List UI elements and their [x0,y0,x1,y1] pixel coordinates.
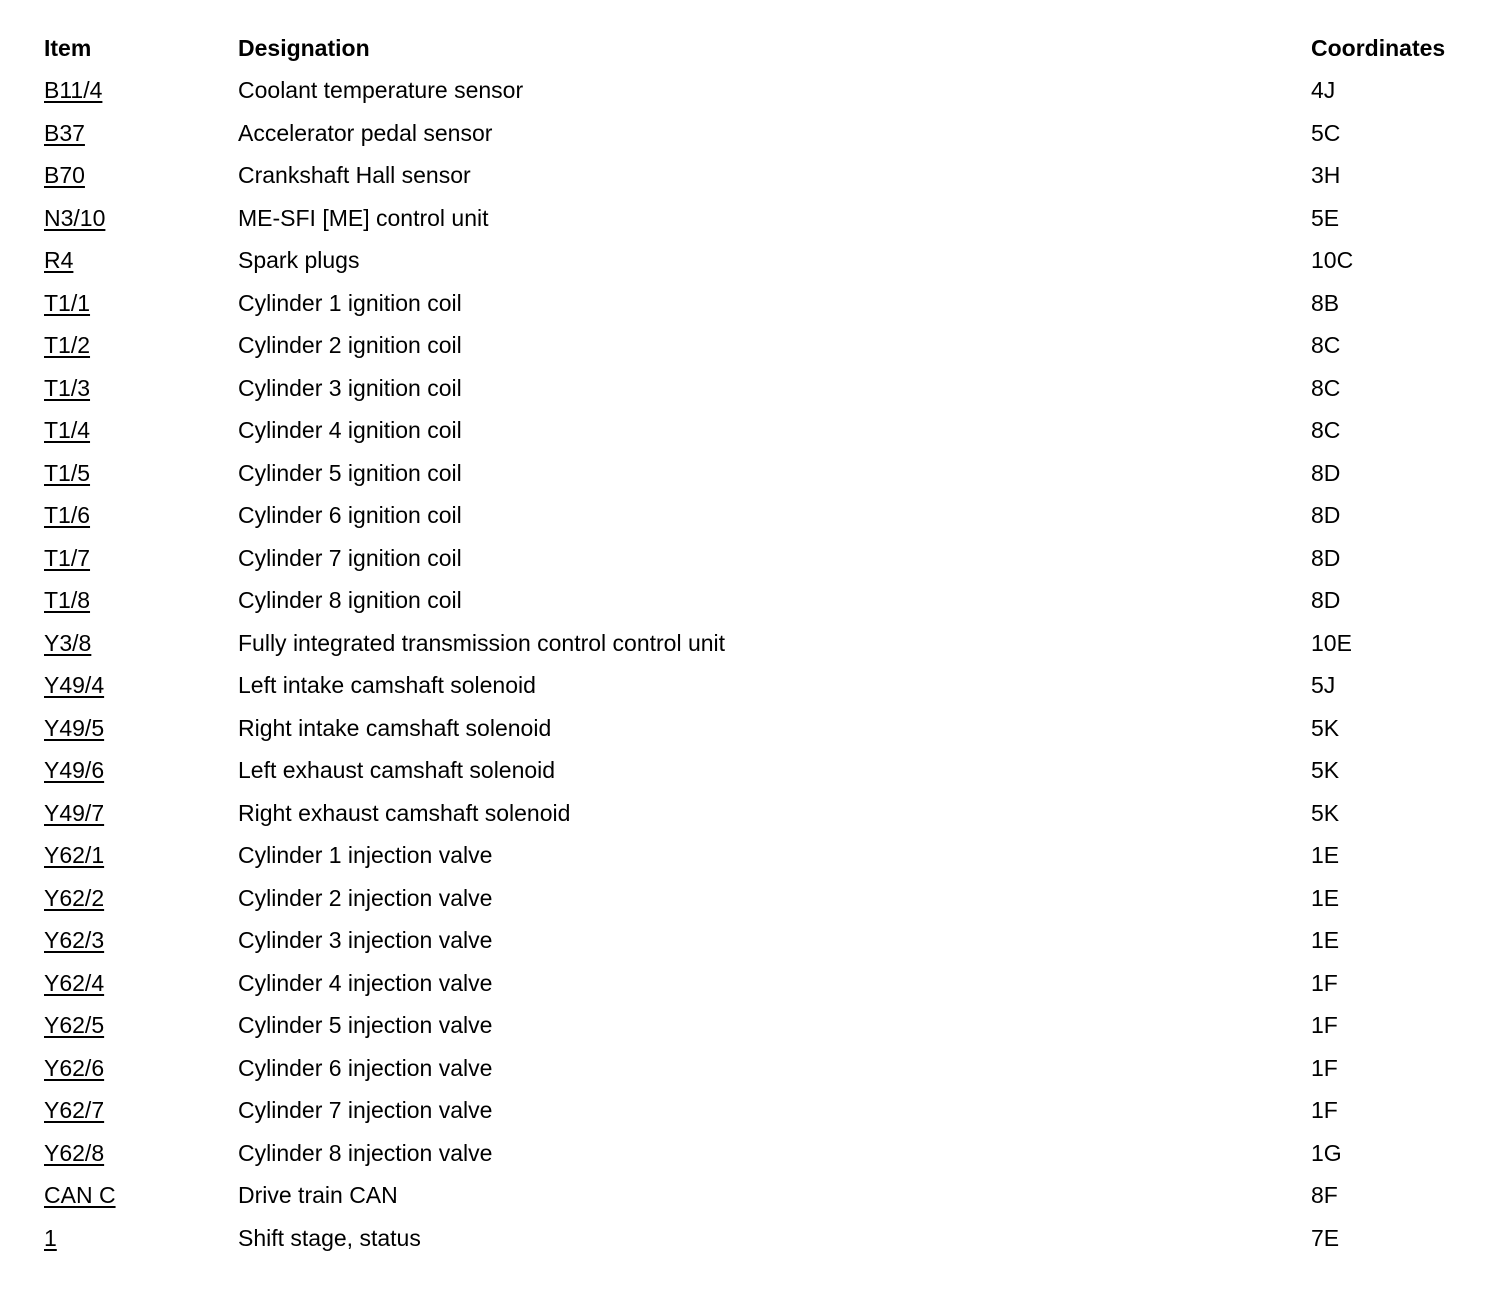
legend-table [44,27,1494,1260]
coordinates-cell: 1F [1311,1097,1338,1124]
item-cell [44,240,238,283]
table-row [44,580,1494,623]
table-row [44,835,1494,878]
header-row [44,27,1494,70]
item-link[interactable]: T1/4 [44,417,91,444]
item-link[interactable]: 1 [44,1224,57,1251]
designation-cell: Cylinder 2 ignition coil [238,332,462,359]
designation-cell: Cylinder 6 injection valve [238,1054,493,1081]
coordinates-cell: 5E [1311,204,1340,231]
designation-cell: Cylinder 4 injection valve [238,969,493,996]
item-cell [44,112,238,155]
coordinates-cell: 5K [1311,757,1340,784]
item-cell [44,580,238,623]
coordinates-cell: 10E [1311,629,1352,656]
coordinates-cell: 8D [1311,459,1341,486]
item-link[interactable]: Y62/3 [44,927,105,954]
item-cell [44,920,238,963]
designation-cell: Left exhaust camshaft solenoid [238,757,556,784]
designation-cell: Crankshaft Hall sensor [238,162,471,189]
designation-cell: Cylinder 8 injection valve [238,1139,493,1166]
designation-cell: Right intake camshaft solenoid [238,714,552,741]
item-link[interactable]: Y62/2 [44,884,105,911]
item-cell [44,1217,238,1260]
designation-cell: Left intake camshaft solenoid [238,672,536,699]
item-cell [44,707,238,750]
table-row [44,537,1494,580]
coordinates-cell: 5K [1311,714,1340,741]
designation-cell: Cylinder 6 ignition coil [238,502,462,529]
table-row [44,1047,1494,1090]
coordinates-cell: 8C [1311,417,1341,444]
item-cell [44,410,238,453]
coordinates-column-header: Coordinates [1311,34,1446,61]
coordinates-cell: 1F [1311,1054,1338,1081]
designation-cell: Cylinder 1 ignition coil [238,289,462,316]
item-cell [44,197,238,240]
item-cell [44,962,238,1005]
coordinates-cell: 8F [1311,1182,1338,1209]
item-cell [44,1132,238,1175]
table-row [44,70,1494,113]
item-link[interactable]: T1/3 [44,374,91,401]
item-link[interactable]: B37 [44,119,85,146]
item-link[interactable]: T1/1 [44,289,91,316]
coordinates-cell: 5K [1311,799,1340,826]
item-link[interactable]: Y62/6 [44,1054,105,1081]
legend-body [44,70,1494,1260]
item-link[interactable]: CAN C [44,1182,116,1209]
designation-cell: ME-SFI [ME] control unit [238,204,489,231]
coordinates-cell: 5J [1311,672,1336,699]
item-cell [44,155,238,198]
item-link[interactable]: T1/6 [44,502,91,529]
item-link[interactable]: Y49/6 [44,757,105,784]
item-cell [44,70,238,113]
item-link[interactable]: T1/7 [44,544,91,571]
item-cell [44,325,238,368]
item-link[interactable]: N3/10 [44,204,106,231]
designation-cell: Coolant temperature sensor [238,77,524,104]
table-row [44,155,1494,198]
item-link[interactable]: Y62/5 [44,1012,105,1039]
table-row [44,452,1494,495]
item-link[interactable]: Y49/4 [44,672,105,699]
designation-cell: Shift stage, status [238,1224,421,1251]
designation-column-header: Designation [238,34,370,61]
item-cell [44,877,238,920]
table-row [44,665,1494,708]
table-row [44,495,1494,538]
designation-cell: Right exhaust camshaft solenoid [238,799,571,826]
item-cell [44,537,238,580]
coordinates-cell: 7E [1311,1224,1340,1251]
designation-cell: Drive train CAN [238,1182,398,1209]
table-row [44,240,1494,283]
item-cell [44,282,238,325]
item-cell [44,1005,238,1048]
item-cell [44,622,238,665]
table-row [44,1132,1494,1175]
designation-cell: Cylinder 5 ignition coil [238,459,462,486]
designation-cell: Cylinder 8 ignition coil [238,587,462,614]
coordinates-cell: 8D [1311,544,1341,571]
item-cell [44,495,238,538]
designation-cell: Fully integrated transmission control control unit [238,629,726,656]
item-link[interactable]: T1/8 [44,587,91,614]
item-link[interactable]: Y62/1 [44,842,105,869]
designation-cell: Cylinder 2 injection valve [238,884,493,911]
item-link[interactable]: Y62/7 [44,1097,105,1124]
item-link[interactable]: B11/4 [44,77,103,104]
table-row [44,112,1494,155]
designation-cell: Cylinder 5 injection valve [238,1012,493,1039]
table-row [44,197,1494,240]
table-row [44,1175,1494,1218]
table-row [44,962,1494,1005]
table-row [44,792,1494,835]
table-row [44,367,1494,410]
coordinates-cell: 8C [1311,332,1341,359]
item-link[interactable]: Y62/8 [44,1139,105,1166]
coordinates-cell: 1F [1311,1012,1338,1039]
table-row [44,1090,1494,1133]
table-row [44,750,1494,793]
designation-cell: Accelerator pedal sensor [238,119,493,146]
coordinates-cell: 3H [1311,162,1341,189]
coordinates-cell: 1E [1311,842,1340,869]
item-link[interactable]: Y3/8 [44,629,92,656]
coordinates-cell: 8D [1311,502,1341,529]
coordinates-cell: 4J [1311,77,1336,104]
table-row [44,1217,1494,1260]
item-link[interactable]: T1/5 [44,459,91,486]
coordinates-cell: 1E [1311,927,1340,954]
item-link[interactable]: T1/2 [44,332,91,359]
table-row [44,707,1494,750]
item-cell [44,665,238,708]
table-row [44,410,1494,453]
table-row [44,622,1494,665]
item-cell [44,792,238,835]
item-link[interactable]: Y49/7 [44,799,105,826]
coordinates-cell: 1E [1311,884,1340,911]
designation-cell: Cylinder 3 injection valve [238,927,493,954]
designation-cell: Cylinder 7 injection valve [238,1097,493,1124]
item-cell [44,452,238,495]
coordinates-cell: 1G [1311,1139,1342,1166]
coordinates-cell: 8D [1311,587,1341,614]
table-row [44,877,1494,920]
item-cell [44,1090,238,1133]
item-cell [44,367,238,410]
table-row [44,325,1494,368]
designation-cell: Cylinder 1 injection valve [238,842,493,869]
table-row [44,1005,1494,1048]
item-cell [44,1047,238,1090]
item-cell [44,835,238,878]
designation-cell: Cylinder 3 ignition coil [238,374,462,401]
designation-cell: Cylinder 7 ignition coil [238,544,462,571]
designation-cell: Cylinder 4 ignition coil [238,417,462,444]
coordinates-cell: 8C [1311,374,1341,401]
table-row [44,920,1494,963]
item-link[interactable]: Y49/5 [44,714,105,741]
item-cell [44,1175,238,1218]
item-column-header: Item [44,34,92,61]
item-cell [44,750,238,793]
item-link[interactable]: Y62/4 [44,969,105,996]
coordinates-cell: 5C [1311,119,1341,146]
coordinates-cell: 8B [1311,289,1340,316]
coordinates-cell: 10C [1311,247,1354,274]
coordinates-cell: 1F [1311,969,1338,996]
designation-cell: Spark plugs [238,247,360,274]
item-link[interactable]: B70 [44,162,85,189]
table-row [44,282,1494,325]
item-link[interactable]: R4 [44,247,74,274]
